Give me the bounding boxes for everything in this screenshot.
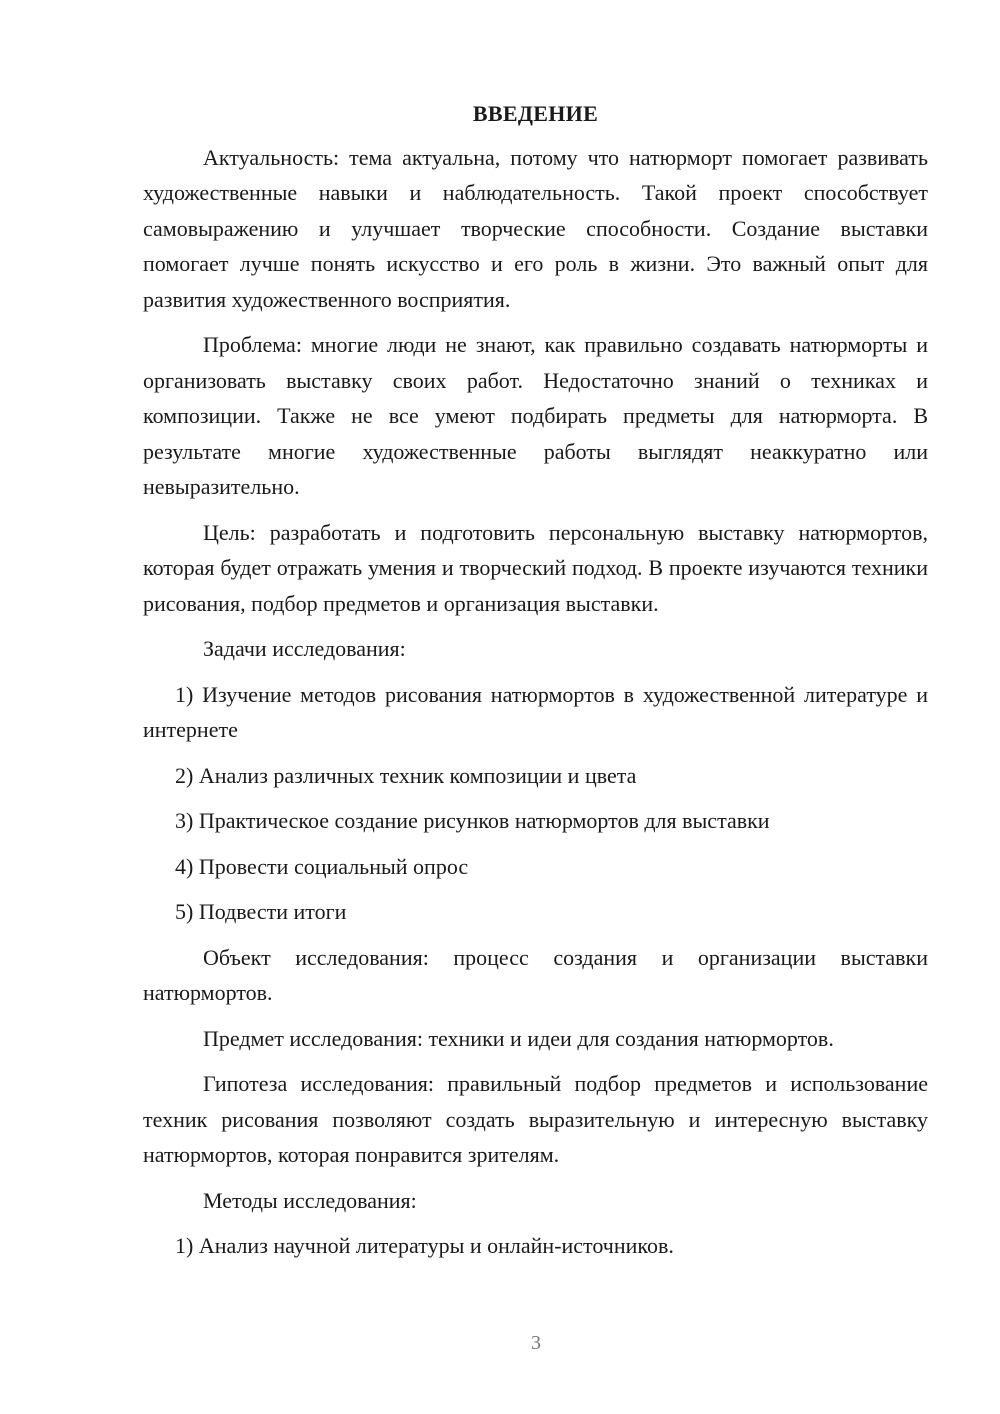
document-page	[143, 96, 928, 1274]
paragraph-problem: Проблема: многие люди не знают, как правильно создавать натюрморты и организовать выставку своих работ. Недостаточно знаний о техниках и композиции. Также не все умеют подбирать предметы для натюрморта. В результате многие художественные работы выглядят неаккуратно или невыразительно.	[143, 332, 928, 499]
tasks-heading: Задачи исследования:	[203, 636, 406, 661]
task-item: 5) Подвести итоги	[175, 899, 347, 924]
page-number: 3	[531, 1332, 541, 1354]
method-item: 1) Анализ научной литературы и онлайн-источников.	[175, 1233, 674, 1258]
paragraph-hypothesis: Гипотеза исследования: правильный подбор предметов и использование техник рисования позволяют создать выразительную и интересную выставку натюрмортов, которая понравится зрителям.	[143, 1071, 928, 1167]
task-item: 1) Изучение методов рисования натюрмортов в художественной литературе и интернете	[143, 681, 928, 742]
paragraph-object: Объект исследования: процесс создания и организации выставки натюрмортов.	[143, 944, 928, 1005]
paragraph-relevance: Актуальность: тема актуальна, потому что натюрморт помогает развивать художественные навыки и наблюдательность. Такой проект способствует самовыражению и улучшает творческие способности. Создание выставки помогает лучше понять искусство и его роль в жизни. Это важный опыт для развития художественного восприятия.	[143, 144, 928, 312]
task-item: 4) Провести социальный опрос	[175, 853, 469, 879]
paragraph-goal: Цель: разработать и подготовить персональную выставку натюрмортов, которая будет отражать умения и творческий подход. В проекте изучаются техники рисования, подбор предметов и организация выставки.	[143, 519, 928, 616]
section-title: ВВЕДЕНИЕ	[472, 101, 599, 126]
paragraph-subject: Предмет исследования: техники и идеи для создания натюрмортов.	[203, 1025, 834, 1051]
methods-heading: Методы исследования:	[203, 1187, 417, 1213]
task-item: 3) Практическое создание рисунков натюрмортов для выставки	[175, 808, 770, 833]
task-item: 2) Анализ различных техник композиции и цвета	[175, 762, 637, 788]
